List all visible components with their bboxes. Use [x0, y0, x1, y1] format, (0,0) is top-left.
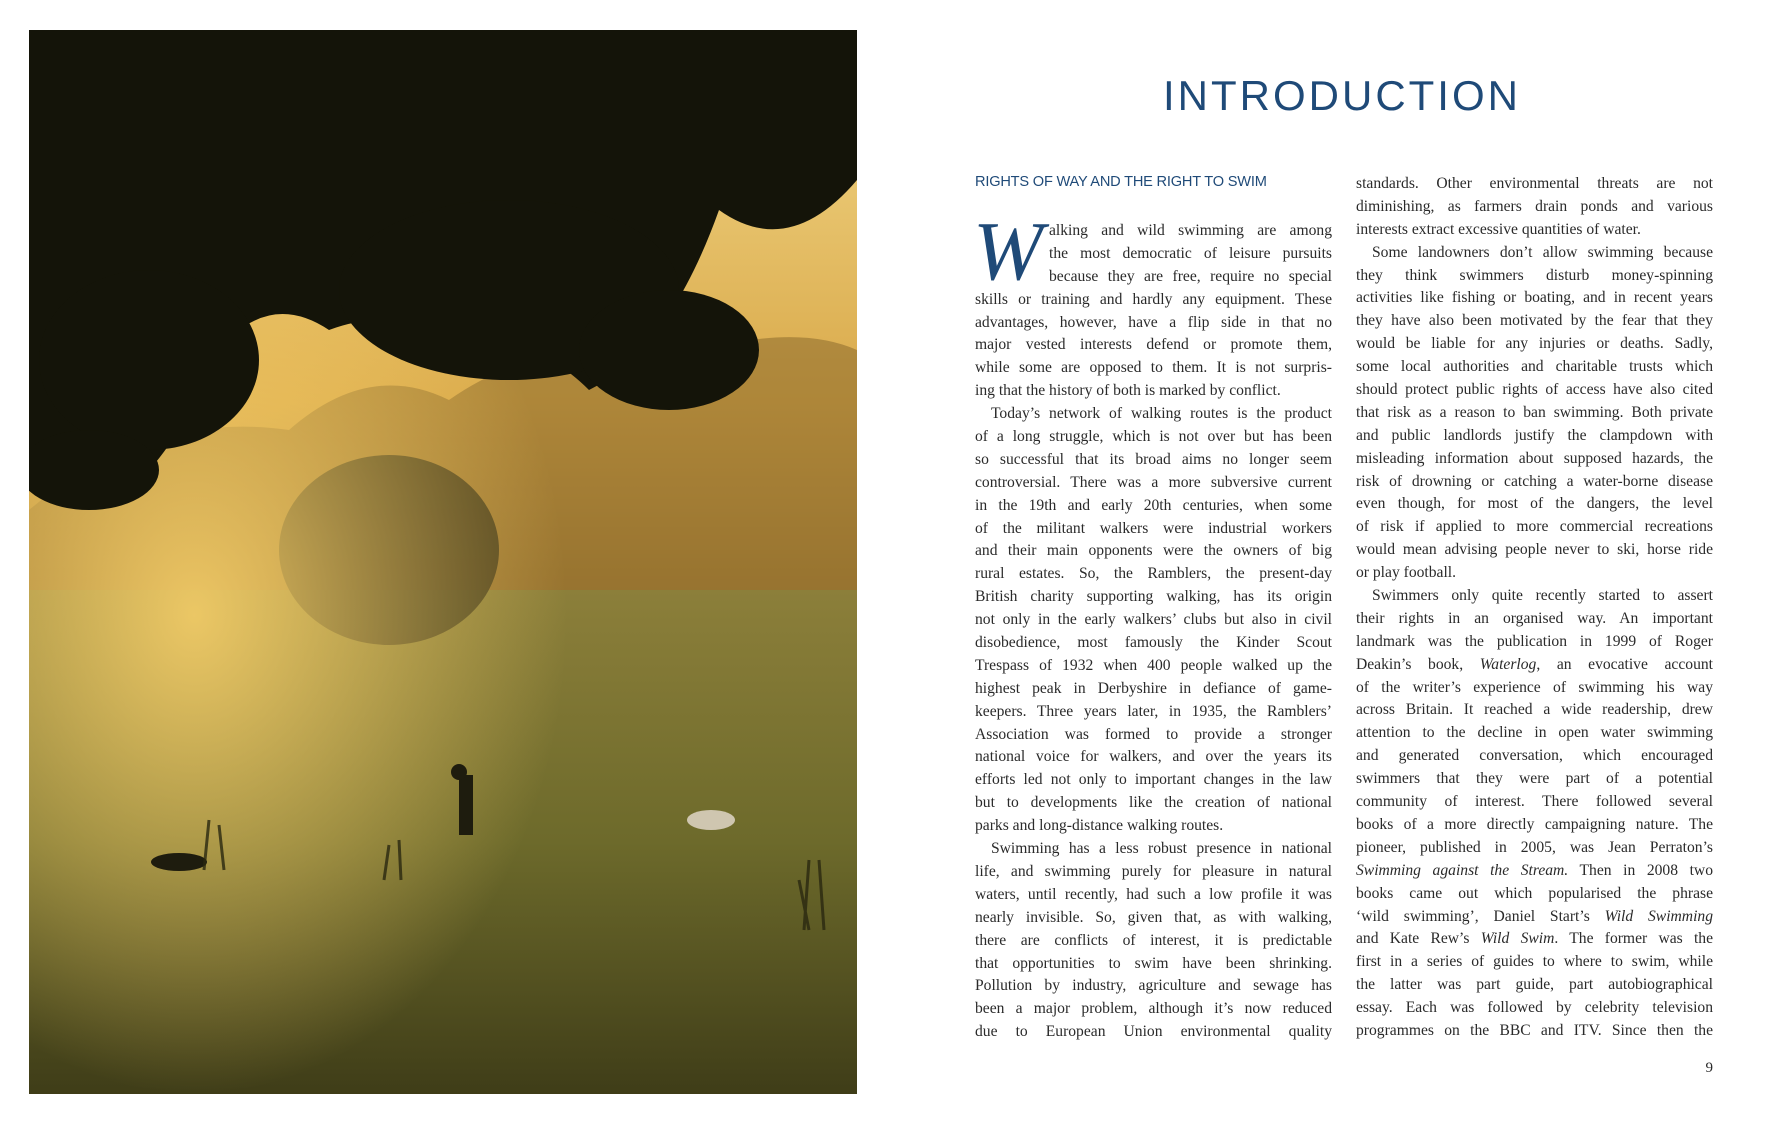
- text-line: in the 19th and early 20th centuries, when some: [975, 496, 1332, 514]
- text-line: they think swimmers disturb money-spinning: [1356, 266, 1713, 284]
- text-line: efforts led not only to important changes in the law: [975, 771, 1332, 789]
- text-line: and public landlords justify the clampdown with: [1356, 426, 1713, 444]
- text-line: Swimming has a less robust presence in national: [991, 840, 1332, 858]
- text-line: due to European Union environmental quality: [975, 1023, 1332, 1041]
- text-line: Pollution by industry, agriculture and sewage has: [975, 977, 1332, 995]
- text-line: disobedience, most famously the Kinder Scout: [975, 634, 1332, 652]
- text-line: their rights in an organised way. An important: [1356, 609, 1713, 627]
- text-line: not only in the early walkers’ clubs but also in civil: [975, 611, 1332, 629]
- text-line: they have also been motivated by the fear that they: [1356, 312, 1713, 330]
- text-line: essay. Each was followed by celebrity television: [1356, 999, 1713, 1017]
- text-line: landmark was the publication in 1999 of Roger: [1356, 632, 1713, 650]
- text-line: life, and swimming purely for pleasure in natural: [975, 862, 1332, 880]
- text-line: books of a more directly campaigning nature. The: [1356, 815, 1713, 833]
- photo-misty-field: [29, 30, 857, 1094]
- text-line: skills or training and hardly any equipment. These: [975, 290, 1332, 308]
- text-line: Today’s network of walking routes is the product: [991, 405, 1332, 423]
- text-line: British charity supporting walking, has its origin: [975, 588, 1332, 606]
- text-line: standards. Other environmental threats are not: [1356, 175, 1713, 192]
- text-line: and their main opponents were the owners of big: [975, 542, 1332, 560]
- text-line: across Britain. It reached a wide readership, drew: [1356, 701, 1713, 719]
- text-line: some local authorities and charitable trusts which: [1356, 358, 1713, 376]
- text-line: even though, for most of the dangers, the level: [1356, 495, 1713, 513]
- text-line: should protect public rights of access have also cited: [1356, 381, 1713, 399]
- text-line: because they are free, require no special: [1049, 267, 1332, 285]
- text-run: , an evocative account: [1536, 655, 1713, 673]
- text-line: [1356, 928, 1713, 951]
- italic-title: Swimming against the Stream.: [1356, 861, 1569, 879]
- text-line: alking and wild swimming are among: [1049, 222, 1332, 239]
- text-line: [1356, 906, 1713, 929]
- text-run: . The former was the: [1554, 930, 1714, 948]
- text-line: [1356, 860, 1713, 883]
- page-number: 9: [1705, 1060, 1713, 1076]
- text-line: of a long struggle, which is not over but has been: [975, 428, 1332, 446]
- text-line: Trespass of 1932 when 400 people walked up the: [975, 656, 1332, 674]
- italic-title: Wild Swimming: [1604, 907, 1713, 925]
- text-line: there are conflicts of interest, it is predictable: [975, 931, 1332, 949]
- text-column-left: [975, 220, 1332, 1044]
- text-line: Some landowners don’t allow swimming because: [1372, 243, 1713, 261]
- text-line: the most democratic of leisure pursuits: [1049, 244, 1332, 262]
- text-line: would be liable for any injuries or deaths. Sadly,: [1356, 335, 1713, 353]
- text-line: activities like fishing or boating, and in recent years: [1356, 289, 1713, 307]
- text-line: Association was formed to provide a stronger: [975, 725, 1332, 743]
- page-title: INTRODUCTION: [1163, 72, 1521, 119]
- text-line: community of interest. There followed several: [1356, 793, 1713, 811]
- text-line: risk of drowning or catching a water-borne disease: [1356, 472, 1713, 490]
- text-line: advantages, however, have a flip side in that no: [975, 313, 1332, 331]
- text-run: Then in 2008 two: [1568, 861, 1713, 879]
- text-line: national voice for walkers, and over the years its: [975, 748, 1332, 766]
- text-line: of risk if applied to more commercial recreations: [1356, 518, 1713, 536]
- text-line: the latter was part guide, part autobiographical: [1356, 976, 1713, 994]
- text-line: Swimmers only quite recently started to assert: [1372, 587, 1713, 605]
- text-line: programmes on the BBC and ITV. Since then the: [1356, 1021, 1713, 1039]
- text-line: rural estates. So, the Ramblers, the present-day: [975, 565, 1332, 583]
- text-line: [1356, 654, 1713, 677]
- text-line: keepers. Three years later, in 1935, the Ramblers’: [975, 702, 1332, 720]
- italic-title: Waterlog: [1479, 655, 1537, 673]
- text-line: diminishing, as farmers drain ponds and various: [1356, 197, 1713, 215]
- section-heading: RIGHTS OF WAY AND THE RIGHT TO SWIM: [975, 174, 1267, 190]
- text-line: that risk as a reason to ban swimming. Both private: [1356, 403, 1713, 421]
- text-column-right: [1356, 173, 1713, 1043]
- text-line: swimmers that they were part of a potential: [1356, 770, 1713, 788]
- text-line: that opportunities to swim have been shrinking.: [975, 954, 1332, 972]
- text-run: and Kate Rew’s: [1356, 930, 1481, 948]
- text-line: attention to the decline in open water swimming: [1356, 724, 1713, 742]
- text-line: parks and long-distance walking routes.: [975, 817, 1224, 835]
- text-run: Deakin’s book,: [1356, 655, 1480, 673]
- text-line: and generated conversation, which encouraged: [1356, 747, 1713, 765]
- italic-title: Wild Swim: [1480, 930, 1555, 948]
- text-line: while some are opposed to them. It is not surpris-: [975, 359, 1332, 377]
- text-line: first in a series of guides to where to swim, while: [1356, 953, 1713, 971]
- text-line: of the writer’s experience of swimming his way: [1356, 678, 1713, 696]
- text-line: of the militant walkers were industrial workers: [975, 519, 1332, 537]
- text-line: or play football.: [1356, 564, 1457, 582]
- text-line: but to developments like the creation of national: [975, 794, 1332, 812]
- text-line: pioneer, published in 2005, was Jean Perraton’s: [1356, 838, 1713, 856]
- text-line: ing that the history of both is marked by conflict.: [975, 382, 1281, 400]
- text-line: nearly invisible. So, given that, as with walking,: [975, 908, 1332, 926]
- drop-cap: W: [973, 205, 1043, 298]
- text-line: would mean advising people never to ski, horse ride: [1356, 541, 1713, 559]
- text-line: misleading information about supposed hazards, the: [1356, 449, 1713, 467]
- text-line: major vested interests defend or promote them,: [975, 336, 1332, 354]
- text-line: waters, until recently, had such a low profile it was: [975, 885, 1332, 903]
- text-line: controversial. There was a more subversive current: [975, 473, 1332, 491]
- text-line: highest peak in Derbyshire in defiance of game-: [975, 679, 1332, 697]
- text-line: interests extract excessive quantities of water.: [1356, 220, 1641, 238]
- text-line: books came out which popularised the phrase: [1356, 884, 1713, 902]
- text-line: so successful that its broad aims no longer seem: [975, 450, 1332, 468]
- text-run: ‘wild swimming’, Daniel Start’s: [1356, 907, 1605, 925]
- text-line: been a major problem, although it’s now reduced: [975, 1000, 1332, 1018]
